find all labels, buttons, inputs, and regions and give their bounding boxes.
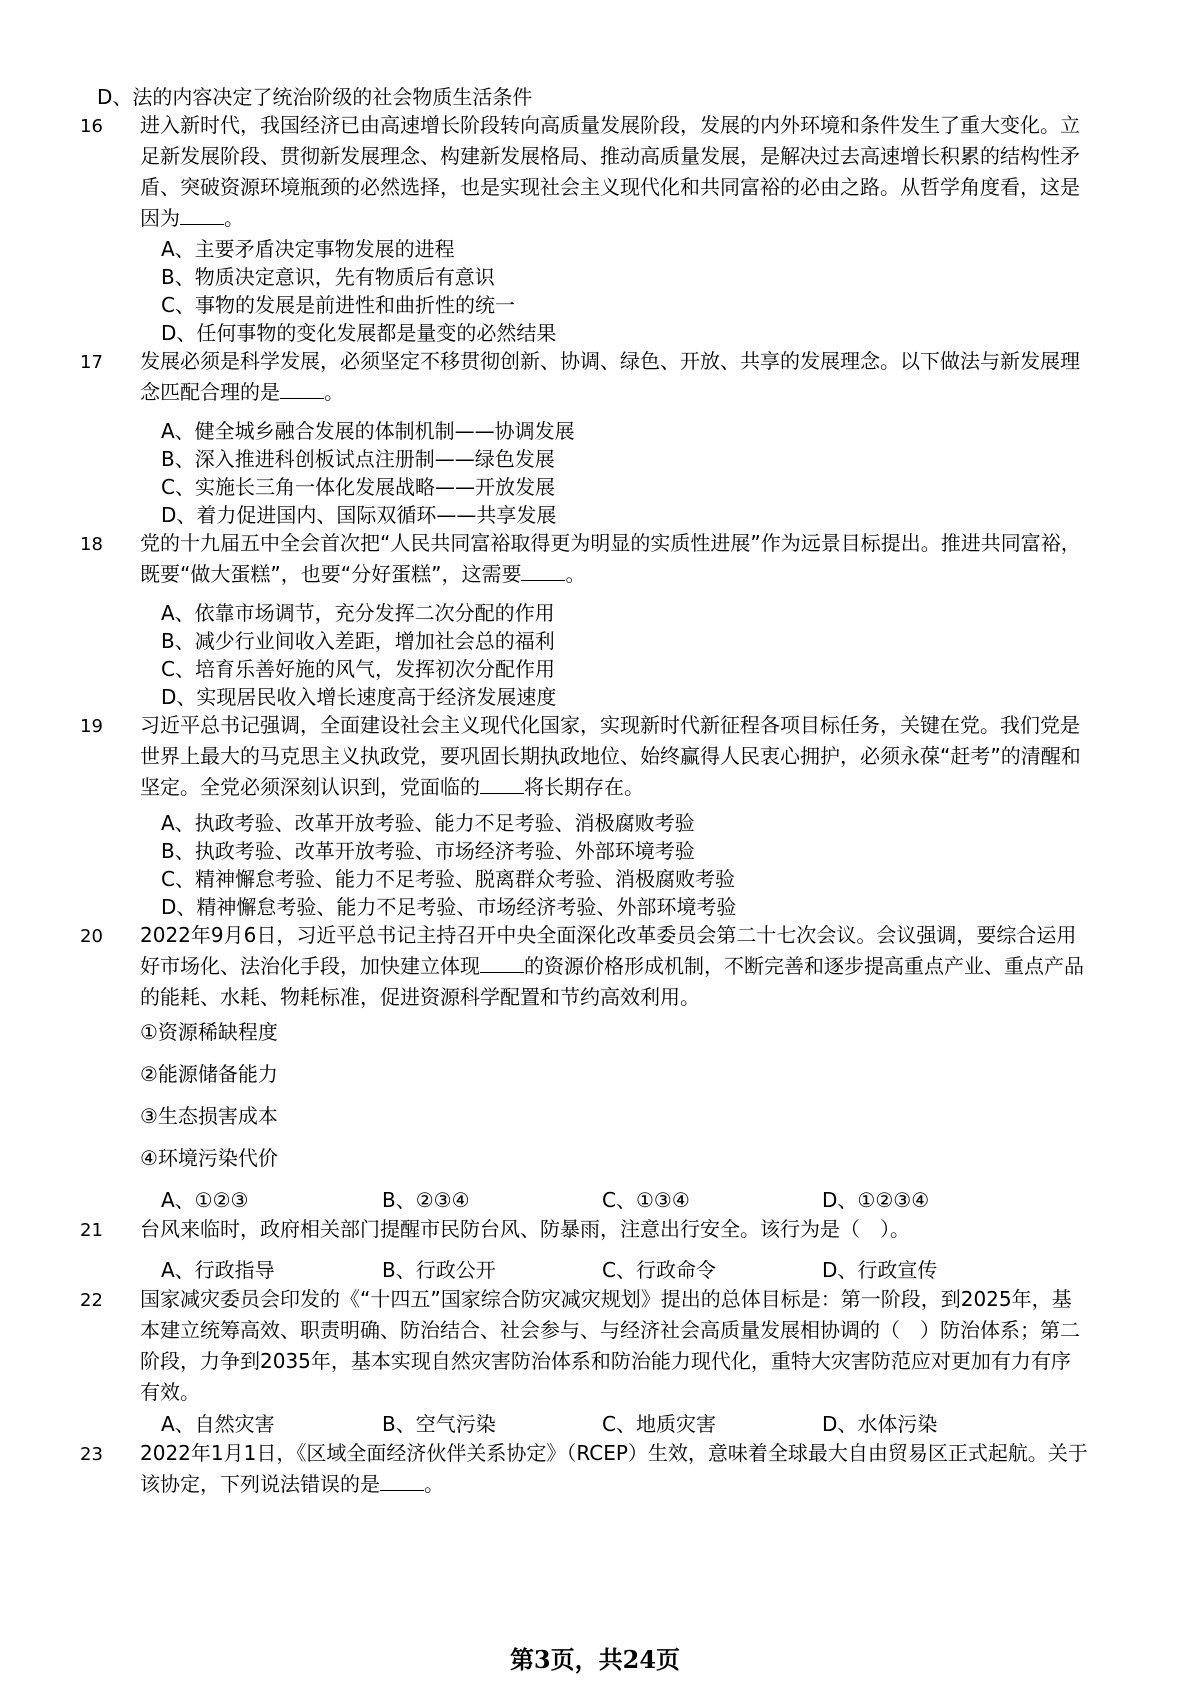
- question-16-option-b[interactable]: B、物质决定意识，先有物质后有意识: [161, 265, 495, 289]
- answer-blank: [380, 1472, 424, 1491]
- question-22-text: 国家减灾委员会印发的《“十四五”国家综合防灾减灾规划》提出的总体目标是：第一阶段，到2025年，基本建立统筹高效、职责明确、防治结合、社会参与、与经济社会高质量发展相协调的（ ）防治体系；第二阶段，力争到2035年，基本实现自然灾害防治体系和防治能力现代化，重特大灾害防范应对更加有力有序有效。: [140, 1287, 1080, 1404]
- question-19-stem: 习近平总书记强调，全面建设社会主义现代化国家，实现新时代新征程各项目标任务，关键在党。我们党是世界上最大的马克思主义执政党，要巩固长期执政地位、始终赢得人民衷心拥护，必须永葆“赶考”的清醒和坚定。全党必须深刻认识到，党面临的: [140, 713, 1081, 799]
- question-21-option-d[interactable]: D、行政宣传: [822, 1258, 938, 1282]
- question-20-option-d[interactable]: D、①②③④: [822, 1188, 930, 1212]
- question-number-22: 22: [80, 1290, 103, 1311]
- question-22-option-c[interactable]: C、地质灾害: [602, 1412, 716, 1436]
- question-23-text: [140, 1438, 1090, 1500]
- question-23-stem: 2022年1月1日，《区域全面经济伙伴关系协定》（RCEP）生效，意味着全球最大自由贸易区正式起航。关于该协定，下列说法错误的是: [140, 1441, 1088, 1496]
- answer-blank: [480, 775, 524, 794]
- question-21-option-a[interactable]: A、行政指导: [161, 1258, 275, 1282]
- question-20-item-4: ④环境污染代价: [140, 1146, 278, 1170]
- question-19-stem-tail: 将长期存在。: [524, 775, 644, 799]
- question-20-stem: 2022年9月6日，习近平总书记主持召开中央全面深化改革委员会第二十七次会议。会议强调，要综合运用好市场化、法治化手段，加快建立体现: [140, 923, 1077, 978]
- question-20-option-a[interactable]: A、①②③: [161, 1188, 249, 1212]
- question-19-option-d[interactable]: D、精神懈怠考验、能力不足考验、市场经济考验、外部环境考验: [161, 895, 737, 919]
- question-16-option-d[interactable]: D、任何事物的变化发展都是量变的必然结果: [161, 321, 557, 345]
- question-16-option-c[interactable]: C、事物的发展是前进性和曲折性的统一: [161, 293, 515, 317]
- question-18-option-a[interactable]: A、依靠市场调节，充分发挥二次分配的作用: [161, 601, 555, 625]
- question-19-option-c[interactable]: C、精神懈怠考验、能力不足考验、脱离群众考验、消极腐败考验: [161, 867, 735, 891]
- question-21-text: 台风来临时，政府相关部门提醒市民防台风、防暴雨，注意出行安全。该行为是（ ）。: [140, 1217, 910, 1241]
- question-23-stem-tail: 。: [424, 1472, 444, 1496]
- question-18-option-d[interactable]: D、实现居民收入增长速度高于经济发展速度: [161, 685, 557, 709]
- question-17-option-b[interactable]: B、深入推进科创板试点注册制——绿色发展: [161, 447, 555, 471]
- question-number-20: 20: [80, 926, 103, 947]
- question-18-stem: 党的十九届五中全会首次把“人民共同富裕取得更为明显的实质性进展”作为远景目标提出。推进共同富裕，既要“做大蛋糕”，也要“分好蛋糕”，这需要: [140, 531, 1081, 586]
- question-17-text: [140, 346, 1090, 408]
- question-20-item-1: ①资源稀缺程度: [140, 1020, 278, 1044]
- question-22-option-d[interactable]: D、水体污染: [822, 1412, 938, 1436]
- question-18-option-c[interactable]: C、培育乐善好施的风气，发挥初次分配作用: [161, 657, 555, 681]
- option-d-carryover: D、法的内容决定了统治阶级的社会物质生活条件: [97, 85, 533, 109]
- question-22-option-a[interactable]: A、自然灾害: [161, 1412, 275, 1436]
- question-17-option-d[interactable]: D、着力促进国内、国际双循环——共享发展: [161, 503, 557, 527]
- answer-blank: [180, 206, 224, 225]
- question-20-item-2: ②能源储备能力: [140, 1062, 278, 1086]
- question-20-item-3: ③生态损害成本: [140, 1104, 278, 1128]
- question-20-text: [140, 920, 1090, 1013]
- question-18-text: [140, 528, 1090, 590]
- question-16-option-a[interactable]: A、主要矛盾决定事物发展的进程: [161, 237, 455, 261]
- question-20-option-b[interactable]: B、②③④: [382, 1188, 470, 1212]
- question-21-option-b[interactable]: B、行政公开: [382, 1258, 496, 1282]
- question-18-option-b[interactable]: B、减少行业间收入差距，增加社会总的福利: [161, 629, 555, 653]
- answer-blank: [480, 954, 524, 973]
- question-19-option-b[interactable]: B、执政考验、改革开放考验、市场经济考验、外部环境考验: [161, 839, 695, 863]
- page-footer: 第3页，共24页: [509, 1645, 681, 1674]
- question-number-23: 23: [80, 1444, 103, 1465]
- question-18-stem-tail: 。: [565, 562, 586, 586]
- question-16-text: [140, 110, 1090, 234]
- question-number-17: 17: [80, 352, 103, 373]
- question-19-text: [140, 710, 1090, 803]
- question-17-option-c[interactable]: C、实施长三角一体化发展战略——开放发展: [161, 475, 555, 499]
- question-17-stem-tail: 。: [324, 380, 344, 404]
- question-number-16: 16: [80, 116, 103, 137]
- question-20-option-c[interactable]: C、①③④: [602, 1188, 690, 1212]
- question-22-option-b[interactable]: B、空气污染: [382, 1412, 496, 1436]
- question-number-18: 18: [80, 534, 103, 555]
- question-17-option-a[interactable]: A、健全城乡融合发展的体制机制——协调发展: [161, 419, 575, 443]
- answer-blank: [521, 562, 565, 581]
- question-21-option-c[interactable]: C、行政命令: [602, 1258, 716, 1282]
- question-19-option-a[interactable]: A、执政考验、改革开放考验、能力不足考验、消极腐败考验: [161, 811, 695, 835]
- question-16-stem: 进入新时代，我国经济已由高速增长阶段转向高质量发展阶段，发展的内外环境和条件发生了重大变化。立足新发展阶段、贯彻新发展理念、构建新发展格局、推动高质量发展，是解决过去高速增长积累的结构性矛盾、突破资源环境瓶颈的必然选择，也是实现社会主义现代化和共同富裕的必由之路。从哲学角度看，这是因为: [140, 113, 1080, 230]
- question-number-19: 19: [80, 716, 103, 737]
- question-number-21: 21: [80, 1220, 103, 1241]
- question-17-stem: 发展必须是科学发展，必须坚定不移贯彻创新、协调、绿色、开放、共享的发展理念。以下做法与新发展理念匹配合理的是: [140, 349, 1080, 404]
- question-20-stem-tail: 的资源价格形成机制，不断完善和逐步提高重点产业、重点产品的能耗、水耗、物耗标准，促进资源科学配置和节约高效利用。: [140, 954, 1084, 1009]
- answer-blank: [280, 380, 324, 399]
- question-16-stem-tail: 。: [224, 206, 244, 230]
